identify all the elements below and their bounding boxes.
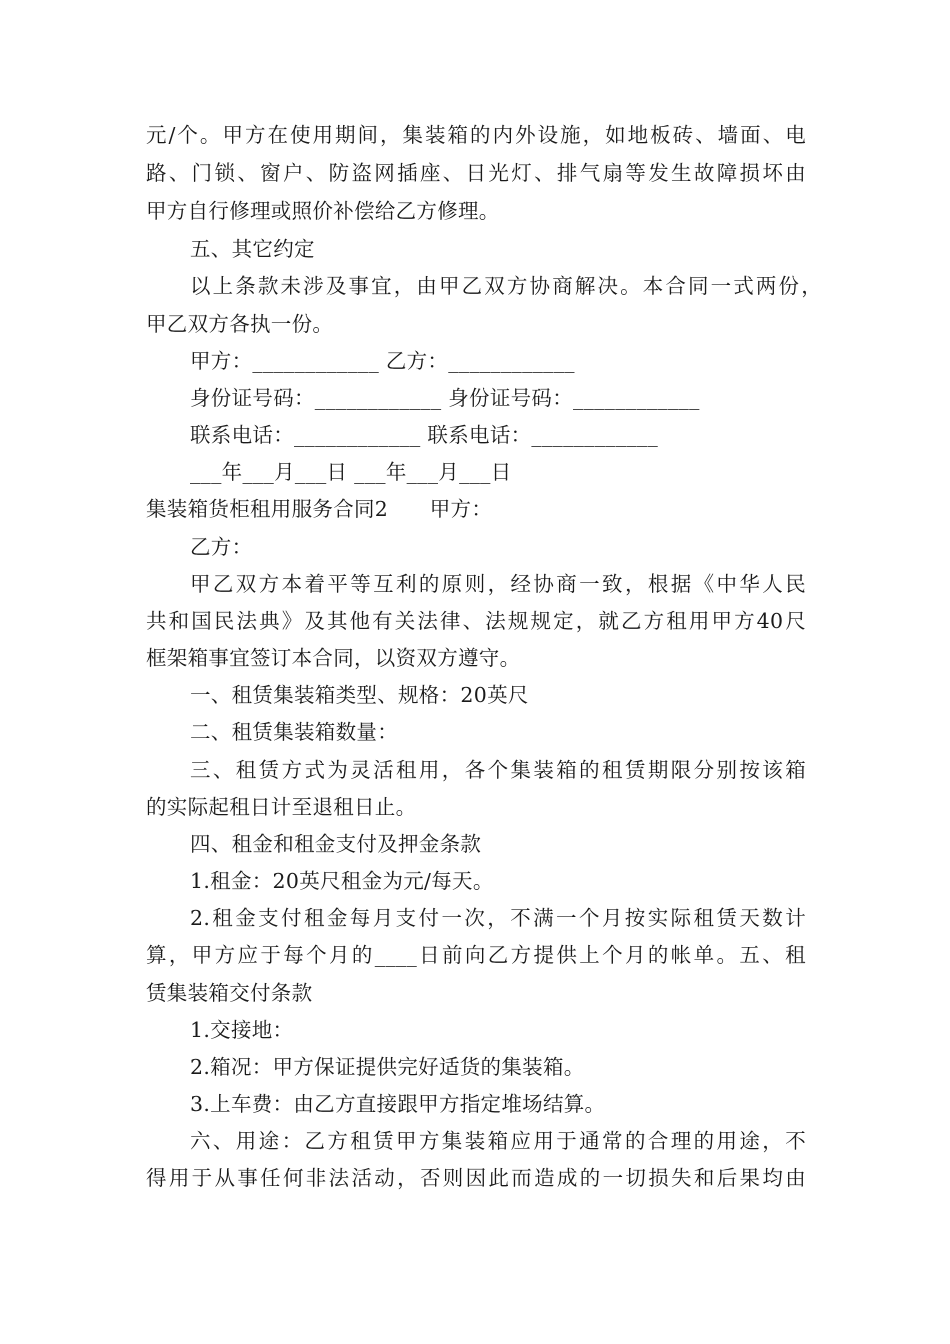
contract-title: 集装箱货柜租用服务合同2 甲方： <box>146 497 493 521</box>
clause-line: 2.租金支付租金每月支付一次，不满一个月按实际租赁天数计 <box>190 906 806 930</box>
text-line: 乙方： <box>190 535 253 559</box>
signature-line: 甲方：____________ 乙方：____________ <box>190 349 575 373</box>
text-line: 共和国民法典》及其他有关法律、法规规定，就乙方租用甲方40尺 <box>146 609 806 633</box>
text-line: 的实际起租日计至退租日止。 <box>146 795 417 819</box>
section-heading: 四、租金和租金支付及押金条款 <box>190 832 482 856</box>
section-heading: 一、租赁集装箱类型、规格：20英尺 <box>190 683 529 707</box>
text-line: 甲方自行修理或照价补偿给乙方修理。 <box>146 199 500 223</box>
text-line: 甲乙双方各执一份。 <box>146 312 334 336</box>
clause-line: 3.上车费：由乙方直接跟甲方指定堆场结算。 <box>190 1092 606 1116</box>
phone-line: 联系电话：____________ 联系电话：____________ <box>190 423 659 447</box>
text-line: 赁集装箱交付条款 <box>146 981 313 1005</box>
date-line: ___年___月___日 ___年___月___日 <box>190 460 512 484</box>
section-heading: 五、其它约定 <box>190 237 315 261</box>
section-heading: 六、用途：乙方租赁甲方集装箱应用于通常的合理的用途，不 <box>190 1129 806 1153</box>
clause-line: 1.交接地： <box>190 1018 294 1042</box>
text-line: 算，甲方应于每个月的____日前向乙方提供上个月的帐单。五、租 <box>146 943 806 967</box>
text-line: 得用于从事任何非法活动，否则因此而造成的一切损失和后果均由 <box>146 1166 806 1190</box>
text-line: 以上条款未涉及事宜，由甲乙双方协商解决。本合同一式两份， <box>190 274 822 298</box>
clause-line: 1.租金：20英尺租金为元/每天。 <box>190 869 494 893</box>
text-line: 框架箱事宜签订本合同，以资双方遵守。 <box>146 646 521 670</box>
id-number-line: 身份证号码：____________ 身份证号码：____________ <box>190 386 700 410</box>
text-line: 路、门锁、窗户、防盗网插座、日光灯、排气扇等发生故障损坏由 <box>146 161 806 185</box>
section-heading: 二、租赁集装箱数量： <box>190 720 398 744</box>
text-line: 元/个。甲方在使用期间，集装箱的内外设施，如地板砖、墙面、电 <box>146 123 806 147</box>
text-line: 甲乙双方本着平等互利的原则，经协商一致，根据《中华人民 <box>190 572 806 596</box>
section-heading: 三、租赁方式为灵活租用，各个集装箱的租赁期限分别按该箱 <box>190 758 806 782</box>
clause-line: 2.箱况：甲方保证提供完好适货的集装箱。 <box>190 1055 585 1079</box>
